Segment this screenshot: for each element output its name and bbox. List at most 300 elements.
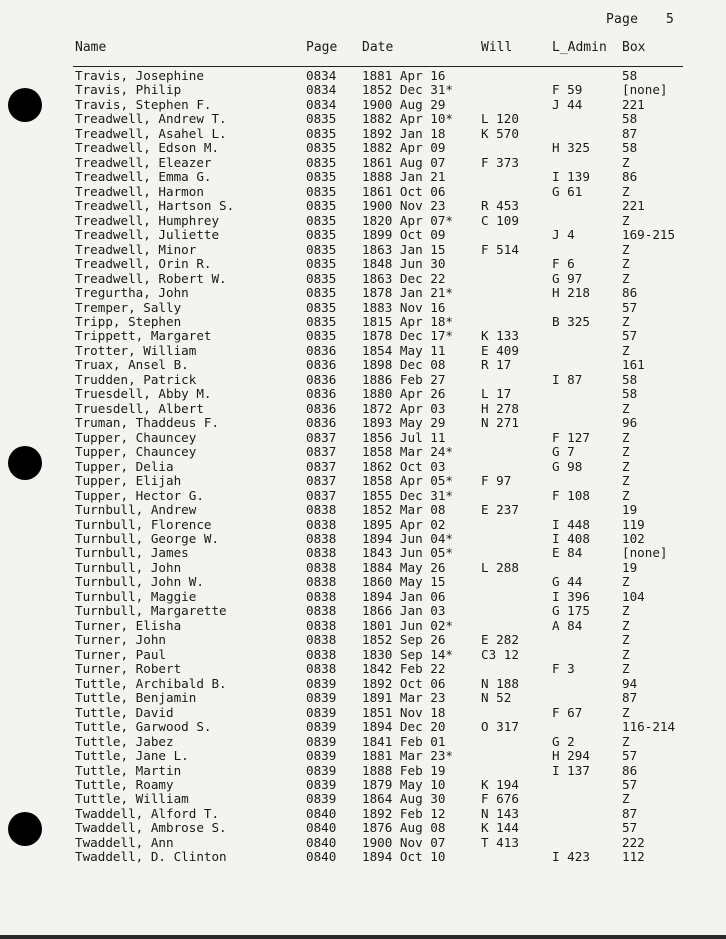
cell-l-admin: I 448 xyxy=(552,516,590,532)
cell-name: Turnbull, James xyxy=(75,545,189,561)
cell-box: 58 xyxy=(622,140,638,156)
table-row xyxy=(0,836,726,850)
table-row xyxy=(0,518,726,532)
cell-box: 86 xyxy=(622,285,638,301)
cell-box: 222 xyxy=(622,834,645,850)
cell-date: 1880 Apr 26 xyxy=(362,386,446,402)
cell-l-admin: G 2 xyxy=(552,733,575,749)
table-row xyxy=(0,489,726,503)
cell-date: 1888 Feb 19 xyxy=(362,762,446,778)
cell-will: L 288 xyxy=(481,559,519,575)
page-number: 5 xyxy=(666,12,674,27)
cell-l-admin: I 396 xyxy=(552,588,590,604)
cell-box: 57 xyxy=(622,748,638,764)
cell-page: 0837 xyxy=(306,473,337,489)
cell-page: 0838 xyxy=(306,574,337,590)
cell-box: Z xyxy=(622,704,630,720)
cell-name: Trudden, Patrick xyxy=(75,371,197,387)
cell-page: 0835 xyxy=(306,328,337,344)
table-row xyxy=(0,373,726,387)
cell-box: Z xyxy=(622,313,630,329)
cell-name: Tupper, Elijah xyxy=(75,473,182,489)
cell-date: 1886 Feb 27 xyxy=(362,371,446,387)
cell-page: 0839 xyxy=(306,762,337,778)
cell-name: Truax, Ansel B. xyxy=(75,357,189,373)
cell-page: 0837 xyxy=(306,444,337,460)
cell-box: 86 xyxy=(622,762,638,778)
cell-date: 1854 May 11 xyxy=(362,342,446,358)
table-row xyxy=(0,344,726,358)
cell-l-admin: G 7 xyxy=(552,444,575,460)
cell-page: 0838 xyxy=(306,617,337,633)
table-row xyxy=(0,474,726,488)
cell-box: Z xyxy=(622,241,630,257)
cell-box: 57 xyxy=(622,776,638,792)
cell-name: Treadwell, Orin R. xyxy=(75,256,212,272)
cell-name: Treadwell, Robert W. xyxy=(75,270,227,286)
cell-name: Twaddell, Ambrose S. xyxy=(75,820,227,836)
cell-name: Tuttle, David xyxy=(75,704,174,720)
cell-box: 58 xyxy=(622,371,638,387)
cell-date: 1858 Apr 05* xyxy=(362,473,453,489)
cell-date: 1899 Oct 09 xyxy=(362,227,446,243)
cell-name: Tuttle, Martin xyxy=(75,762,182,778)
cell-name: Tupper, Hector G. xyxy=(75,487,204,503)
cell-page: 0838 xyxy=(306,661,337,677)
cell-page: 0834 xyxy=(306,96,337,112)
column-header-box: Box xyxy=(622,40,646,55)
cell-page: 0835 xyxy=(306,313,337,329)
cell-name: Turner, Robert xyxy=(75,661,182,677)
cell-box: Z xyxy=(622,487,630,503)
cell-date: 1866 Jan 03 xyxy=(362,603,446,619)
cell-date: 1888 Jan 21 xyxy=(362,169,446,185)
cell-will: L 120 xyxy=(481,111,519,127)
cell-name: Treadwell, Asahel L. xyxy=(75,125,227,141)
cell-will: C3 12 xyxy=(481,646,519,662)
cell-page: 0836 xyxy=(306,371,337,387)
cell-date: 1894 Dec 20 xyxy=(362,719,446,735)
table-row xyxy=(0,633,726,647)
cell-box: Z xyxy=(622,458,630,474)
cell-page: 0834 xyxy=(306,82,337,98)
cell-will: R 453 xyxy=(481,198,519,214)
cell-will: C 109 xyxy=(481,212,519,228)
cell-name: Tupper, Delia xyxy=(75,458,174,474)
cell-will: K 194 xyxy=(481,776,519,792)
table-row xyxy=(0,228,726,242)
cell-box: Z xyxy=(622,212,630,228)
cell-l-admin: F 127 xyxy=(552,429,590,445)
cell-date: 1864 Aug 30 xyxy=(362,791,446,807)
cell-name: Tuttle, Garwood S. xyxy=(75,719,212,735)
cell-box: 19 xyxy=(622,502,638,518)
cell-will: N 52 xyxy=(481,690,512,706)
cell-box: 221 xyxy=(622,198,645,214)
cell-l-admin: B 325 xyxy=(552,313,590,329)
cell-box: Z xyxy=(622,256,630,272)
cell-date: 1801 Jun 02* xyxy=(362,617,453,633)
cell-name: Tregurtha, John xyxy=(75,285,189,301)
cell-box: 94 xyxy=(622,675,638,691)
table-row xyxy=(0,720,726,734)
cell-page: 0835 xyxy=(306,285,337,301)
cell-date: 1892 Oct 06 xyxy=(362,675,446,691)
cell-box: Z xyxy=(622,183,630,199)
cell-will: K 133 xyxy=(481,328,519,344)
cell-name: Truman, Thaddeus F. xyxy=(75,415,220,431)
cell-page: 0836 xyxy=(306,400,337,416)
table-row xyxy=(0,416,726,430)
cell-l-admin: J 4 xyxy=(552,227,575,243)
cell-page: 0838 xyxy=(306,559,337,575)
cell-date: 1892 Feb 12 xyxy=(362,805,446,821)
cell-l-admin: G 61 xyxy=(552,183,583,199)
cell-l-admin: F 6 xyxy=(552,256,575,272)
cell-page: 0836 xyxy=(306,342,337,358)
cell-name: Turnbull, Andrew xyxy=(75,502,197,518)
cell-date: 1881 Apr 16 xyxy=(362,68,446,83)
header-rule xyxy=(73,66,683,67)
cell-page: 0839 xyxy=(306,675,337,691)
table-row xyxy=(0,214,726,228)
cell-date: 1843 Jun 05* xyxy=(362,545,453,561)
cell-name: Turner, Elisha xyxy=(75,617,182,633)
cell-page: 0835 xyxy=(306,299,337,315)
table-row xyxy=(0,706,726,720)
cell-l-admin: J 44 xyxy=(552,96,583,112)
table-row xyxy=(0,604,726,618)
table-row xyxy=(0,98,726,112)
cell-page: 0837 xyxy=(306,429,337,445)
cell-date: 1894 Jun 04* xyxy=(362,531,453,546)
cell-l-admin: G 44 xyxy=(552,574,583,590)
cell-name: Travis, Stephen F. xyxy=(75,96,212,112)
cell-date: 1861 Oct 06 xyxy=(362,183,446,199)
cell-name: Turnbull, Maggie xyxy=(75,588,197,604)
cell-date: 1879 May 10 xyxy=(362,776,446,792)
cell-name: Twaddell, D. Clinton xyxy=(75,849,227,865)
cell-box: Z xyxy=(622,733,630,749)
cell-box: [none] xyxy=(622,545,668,561)
cell-l-admin: F 67 xyxy=(552,704,583,720)
cell-page: 0839 xyxy=(306,748,337,764)
cell-page: 0838 xyxy=(306,632,337,648)
cell-name: Trippett, Margaret xyxy=(75,328,212,344)
cell-name: Tuttle, Jabez xyxy=(75,733,174,749)
cell-l-admin: I 87 xyxy=(552,371,583,387)
table-row xyxy=(0,185,726,199)
cell-l-admin: I 408 xyxy=(552,531,590,546)
cell-box: Z xyxy=(622,661,630,677)
cell-date: 1898 Dec 08 xyxy=(362,357,446,373)
cell-name: Turnbull, John xyxy=(75,559,182,575)
cell-page: 0836 xyxy=(306,415,337,431)
table-row xyxy=(0,69,726,83)
cell-name: Turnbull, John W. xyxy=(75,574,204,590)
cell-name: Treadwell, Minor xyxy=(75,241,197,257)
cell-box: Z xyxy=(622,574,630,590)
table-row xyxy=(0,619,726,633)
cell-page: 0840 xyxy=(306,805,337,821)
cell-name: Turner, John xyxy=(75,632,166,648)
cell-page: 0835 xyxy=(306,169,337,185)
cell-box: 86 xyxy=(622,169,638,185)
cell-name: Treadwell, Andrew T. xyxy=(75,111,227,127)
cell-date: 1815 Apr 18* xyxy=(362,313,453,329)
cell-page: 0839 xyxy=(306,704,337,720)
cell-box: 87 xyxy=(622,805,638,821)
table-row xyxy=(0,691,726,705)
cell-l-admin: H 218 xyxy=(552,285,590,301)
cell-name: Turnbull, Florence xyxy=(75,516,212,532)
cell-name: Tuttle, Benjamin xyxy=(75,690,197,706)
cell-box: 57 xyxy=(622,328,638,344)
table-row xyxy=(0,735,726,749)
column-header-will: Will xyxy=(481,40,513,55)
cell-will: H 278 xyxy=(481,400,519,416)
cell-l-admin: F 3 xyxy=(552,661,575,677)
cell-box: 57 xyxy=(622,820,638,836)
cell-page: 0840 xyxy=(306,834,337,850)
cell-name: Turnbull, Margarette xyxy=(75,603,227,619)
cell-page: 0834 xyxy=(306,68,337,83)
cell-l-admin: H 325 xyxy=(552,140,590,156)
table-row xyxy=(0,431,726,445)
cell-l-admin: F 59 xyxy=(552,82,583,98)
cell-box: Z xyxy=(622,154,630,170)
cell-date: 1861 Aug 07 xyxy=(362,154,446,170)
cell-l-admin: G 97 xyxy=(552,270,583,286)
cell-page: 0835 xyxy=(306,111,337,127)
cell-page: 0835 xyxy=(306,256,337,272)
cell-name: Treadwell, Eleazer xyxy=(75,154,212,170)
cell-date: 1872 Apr 03 xyxy=(362,400,446,416)
cell-page: 0835 xyxy=(306,241,337,257)
cell-box: Z xyxy=(622,646,630,662)
cell-box: 119 xyxy=(622,516,645,532)
cell-page: 0838 xyxy=(306,588,337,604)
cell-box: Z xyxy=(622,632,630,648)
cell-page: 0835 xyxy=(306,125,337,141)
table-row xyxy=(0,329,726,343)
cell-name: Treadwell, Humphrey xyxy=(75,212,220,228)
cell-will: L 17 xyxy=(481,386,512,402)
cell-date: 1830 Sep 14* xyxy=(362,646,453,662)
cell-date: 1858 Mar 24* xyxy=(362,444,453,460)
cell-page: 0838 xyxy=(306,545,337,561)
cell-page: 0835 xyxy=(306,198,337,214)
cell-name: Tremper, Sally xyxy=(75,299,182,315)
cell-box: 58 xyxy=(622,68,638,83)
column-header-page: Page xyxy=(306,40,338,55)
table-row xyxy=(0,850,726,864)
cell-box: 221 xyxy=(622,96,645,112)
cell-box: Z xyxy=(622,342,630,358)
cell-l-admin: A 84 xyxy=(552,617,583,633)
cell-date: 1900 Nov 07 xyxy=(362,834,446,850)
cell-will: N 188 xyxy=(481,675,519,691)
cell-page: 0838 xyxy=(306,531,337,546)
table-row xyxy=(0,170,726,184)
table-row xyxy=(0,445,726,459)
cell-date: 1881 Mar 23* xyxy=(362,748,453,764)
cell-name: Tripp, Stephen xyxy=(75,313,182,329)
cell-box: 19 xyxy=(622,559,638,575)
cell-name: Travis, Josephine xyxy=(75,68,204,83)
page-label: Page xyxy=(606,12,639,27)
cell-date: 1856 Jul 11 xyxy=(362,429,446,445)
records-table xyxy=(0,69,726,865)
cell-box: Z xyxy=(622,400,630,416)
table-row xyxy=(0,199,726,213)
cell-name: Trotter, William xyxy=(75,342,197,358)
cell-will: F 676 xyxy=(481,791,519,807)
table-row xyxy=(0,749,726,763)
table-row xyxy=(0,590,726,604)
cell-will: E 282 xyxy=(481,632,519,648)
table-row xyxy=(0,257,726,271)
cell-date: 1878 Dec 17* xyxy=(362,328,453,344)
cell-will: E 409 xyxy=(481,342,519,358)
cell-l-admin: G 98 xyxy=(552,458,583,474)
cell-name: Treadwell, Harmon xyxy=(75,183,204,199)
cell-box: 104 xyxy=(622,588,645,604)
cell-date: 1860 May 15 xyxy=(362,574,446,590)
table-row xyxy=(0,402,726,416)
cell-name: Tupper, Chauncey xyxy=(75,444,197,460)
cell-l-admin: H 294 xyxy=(552,748,590,764)
table-row xyxy=(0,575,726,589)
cell-box: Z xyxy=(622,270,630,286)
table-row xyxy=(0,561,726,575)
cell-name: Tuttle, Jane L. xyxy=(75,748,189,764)
cell-page: 0839 xyxy=(306,791,337,807)
cell-page: 0838 xyxy=(306,603,337,619)
table-row xyxy=(0,272,726,286)
cell-date: 1852 Dec 31* xyxy=(362,82,453,98)
table-row xyxy=(0,83,726,97)
cell-date: 1848 Jun 30 xyxy=(362,256,446,272)
cell-page: 0839 xyxy=(306,690,337,706)
cell-date: 1895 Apr 02 xyxy=(362,516,446,532)
cell-page: 0840 xyxy=(306,820,337,836)
cell-date: 1884 May 26 xyxy=(362,559,446,575)
cell-will: F 514 xyxy=(481,241,519,257)
cell-page: 0838 xyxy=(306,646,337,662)
cell-will: F 373 xyxy=(481,154,519,170)
cell-name: Tuttle, William xyxy=(75,791,189,807)
table-row xyxy=(0,503,726,517)
table-row xyxy=(0,546,726,560)
table-row xyxy=(0,112,726,126)
table-row xyxy=(0,677,726,691)
cell-box: 87 xyxy=(622,125,638,141)
table-row xyxy=(0,141,726,155)
cell-page: 0835 xyxy=(306,183,337,199)
cell-will: E 237 xyxy=(481,502,519,518)
cell-date: 1876 Aug 08 xyxy=(362,820,446,836)
cell-name: Tuttle, Archibald B. xyxy=(75,675,227,691)
cell-name: Tuttle, Roamy xyxy=(75,776,174,792)
cell-date: 1882 Apr 09 xyxy=(362,140,446,156)
cell-box: 58 xyxy=(622,386,638,402)
cell-box: Z xyxy=(622,617,630,633)
cell-name: Twaddell, Ann xyxy=(75,834,174,850)
cell-l-admin: F 108 xyxy=(552,487,590,503)
cell-will: R 17 xyxy=(481,357,512,373)
cell-will: K 570 xyxy=(481,125,519,141)
cell-date: 1900 Aug 29 xyxy=(362,96,446,112)
cell-page: 0839 xyxy=(306,776,337,792)
cell-date: 1852 Sep 26 xyxy=(362,632,446,648)
cell-l-admin: I 137 xyxy=(552,762,590,778)
table-row xyxy=(0,156,726,170)
table-row xyxy=(0,764,726,778)
cell-page: 0840 xyxy=(306,849,337,865)
cell-date: 1842 Feb 22 xyxy=(362,661,446,677)
cell-will: F 97 xyxy=(481,473,512,489)
cell-date: 1892 Jan 18 xyxy=(362,125,446,141)
table-row xyxy=(0,243,726,257)
table-row xyxy=(0,821,726,835)
cell-name: Treadwell, Juliette xyxy=(75,227,220,243)
cell-name: Treadwell, Emma G. xyxy=(75,169,212,185)
cell-box: 96 xyxy=(622,415,638,431)
cell-page: 0835 xyxy=(306,270,337,286)
cell-l-admin: E 84 xyxy=(552,545,583,561)
cell-page: 0835 xyxy=(306,154,337,170)
cell-date: 1900 Nov 23 xyxy=(362,198,446,214)
cell-name: Treadwell, Hartson S. xyxy=(75,198,235,214)
cell-date: 1820 Apr 07* xyxy=(362,212,453,228)
cell-page: 0836 xyxy=(306,357,337,373)
table-row xyxy=(0,387,726,401)
cell-box: 87 xyxy=(622,690,638,706)
cell-box: 58 xyxy=(622,111,638,127)
cell-box: 57 xyxy=(622,299,638,315)
cell-page: 0835 xyxy=(306,227,337,243)
cell-date: 1851 Nov 18 xyxy=(362,704,446,720)
column-header-name: Name xyxy=(75,40,107,55)
cell-box: Z xyxy=(622,473,630,489)
cell-page: 0836 xyxy=(306,386,337,402)
cell-date: 1863 Dec 22 xyxy=(362,270,446,286)
cell-date: 1883 Nov 16 xyxy=(362,299,446,315)
cell-box: Z xyxy=(622,444,630,460)
cell-page: 0839 xyxy=(306,733,337,749)
cell-box: 102 xyxy=(622,531,645,546)
cell-box: Z xyxy=(622,603,630,619)
cell-name: Twaddell, Alford T. xyxy=(75,805,220,821)
cell-will: T 413 xyxy=(481,834,519,850)
cell-page: 0837 xyxy=(306,487,337,503)
cell-box: [none] xyxy=(622,82,668,98)
cell-box: 112 xyxy=(622,849,645,865)
cell-name: Truesdell, Abby M. xyxy=(75,386,212,402)
table-row xyxy=(0,807,726,821)
table-row xyxy=(0,301,726,315)
table-row xyxy=(0,315,726,329)
cell-page: 0835 xyxy=(306,140,337,156)
cell-page: 0839 xyxy=(306,719,337,735)
cell-page: 0838 xyxy=(306,516,337,532)
table-row xyxy=(0,358,726,372)
cell-name: Travis, Philip xyxy=(75,82,182,98)
table-row xyxy=(0,648,726,662)
cell-will: N 143 xyxy=(481,805,519,821)
table-row xyxy=(0,460,726,474)
